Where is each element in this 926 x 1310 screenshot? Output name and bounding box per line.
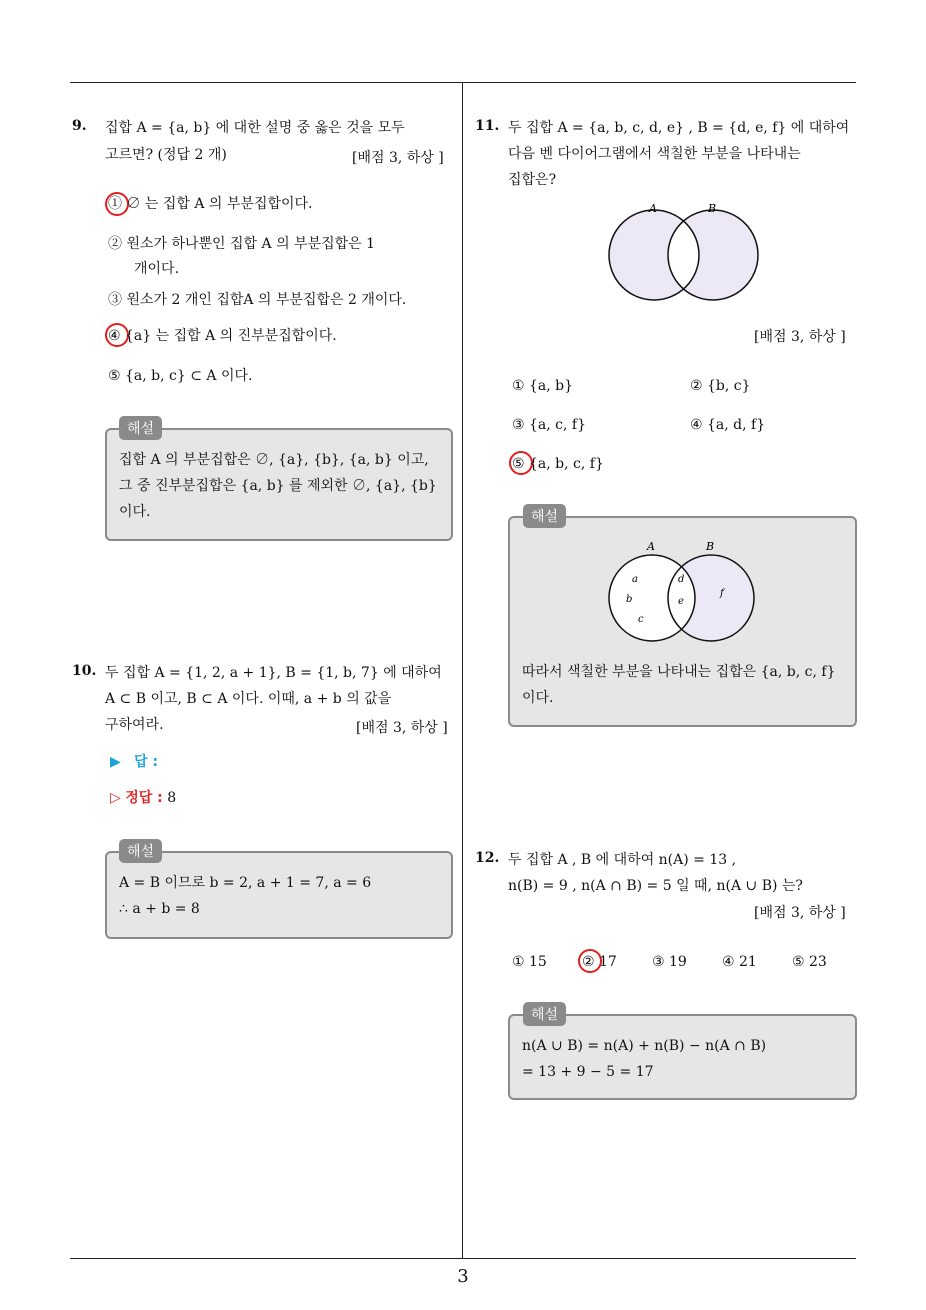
option-1[interactable]: ① ∅ 는 집합 A 의 부분집합이다. [108, 196, 313, 212]
option-2-cont: 개이다. [134, 261, 180, 277]
option-5[interactable]: ⑤ 23 [792, 954, 827, 970]
venn-element-f: f [720, 588, 724, 599]
option-4[interactable]: ④ 21 [722, 954, 757, 970]
question-text-line: 두 집합 A = {a, b, c, d, e} , B = {d, e, f} 에 대하여 [508, 120, 850, 136]
solution-box [105, 851, 453, 939]
venn-element-a: a [632, 574, 638, 585]
venn-label-a: A [647, 540, 655, 553]
option-5[interactable]: ⑤ {a, b, c, f} [512, 456, 604, 472]
answer-row[interactable] [110, 752, 158, 772]
venn-element-d: d [678, 574, 685, 585]
option-2[interactable]: ② 원소가 하나뿐인 집합 A 의 부분집합은 1 [108, 236, 376, 252]
page-number: 3 [457, 1266, 469, 1287]
question-text-line: n(B) = 9 , n(A ∩ B) = 5 일 때, n(A ∪ B) 는? [508, 878, 803, 894]
option-5[interactable]: ⑤ {a, b, c} ⊂ A 이다. [108, 368, 253, 384]
venn-label-a: A [649, 202, 657, 215]
grade-info: [배점 3, 하상 ] [352, 150, 444, 166]
solution-line: 따라서 색칠한 부분을 나타내는 집합은 {a, b, c, f} [522, 664, 836, 680]
outline-play-icon: ▷ [110, 790, 121, 806]
question-text-line: A ⊂ B 이고, B ⊂ A 이다. 이때, a + b 의 값을 [105, 691, 392, 707]
grade-info: [배점 3, 하상 ] [754, 905, 846, 921]
solution-line: 그 중 진부분집합은 {a, b} 를 제외한 ∅, {a}, {b} [119, 478, 437, 494]
venn-label-b: B [708, 202, 717, 215]
option-4[interactable]: ④ {a, d, f} [690, 417, 766, 433]
solution-line: n(A ∪ B) = n(A) + n(B) − n(A ∩ B) [522, 1038, 767, 1054]
question-text-line: 집합 A = {a, b} 에 대한 설명 중 옳은 것을 모두 [105, 120, 405, 136]
option-3[interactable]: ③ {a, c, f} [512, 417, 586, 433]
option-3[interactable]: ③ 19 [652, 954, 687, 970]
solution-line: ∴ a + b = 8 [119, 901, 200, 917]
question-text-line: 집합은? [508, 172, 557, 188]
option-2[interactable]: ② {b, c} [690, 378, 751, 394]
option-1[interactable]: ① {a, b} [512, 378, 574, 394]
option-4[interactable]: ④ {a} 는 집합 A 의 진부분집합이다. [108, 328, 337, 344]
question-number: 9. [72, 118, 87, 134]
solution-tag: 해설 [119, 839, 162, 863]
question-number: 12. [475, 850, 500, 866]
answer-label: 답 : [134, 754, 159, 770]
venn-label-b: B [706, 540, 715, 553]
venn-element-e: e [678, 596, 684, 607]
solution-tag: 해설 [523, 1002, 566, 1026]
solution-tag: 해설 [119, 416, 162, 440]
solution-tag: 해설 [523, 504, 566, 528]
correct-value: 8 [167, 790, 177, 806]
solution-box [508, 516, 857, 727]
solution-line: A = B 이므로 b = 2, a + 1 = 7, a = 6 [119, 875, 372, 891]
solution-line: 이다. [522, 690, 554, 706]
question-number: 11. [475, 118, 500, 134]
question-text-line: 두 집합 A , B 에 대하여 n(A) = 13 , [508, 852, 737, 868]
venn-element-c: c [638, 614, 644, 625]
question-text-line: 구하여라. [105, 717, 164, 733]
bottom-rule [70, 1258, 856, 1259]
option-1[interactable]: ① 15 [512, 954, 547, 970]
question-text-line: 다음 벤 다이어그램에서 색칠한 부분을 나타내는 [508, 146, 801, 162]
solution-line: = 13 + 9 − 5 = 17 [522, 1064, 654, 1080]
solution-line: 집합 A 의 부분집합은 ∅, {a}, {b}, {a, b} 이고, [119, 452, 429, 468]
grade-info: [배점 3, 하상 ] [356, 720, 448, 736]
option-3[interactable]: ③ 원소가 2 개인 집합A 의 부분집합은 2 개이다. [108, 292, 407, 308]
question-text-line: 고르면? (정답 2 개) [105, 147, 227, 163]
venn-element-b: b [626, 594, 633, 605]
play-icon: ▶ [110, 754, 121, 770]
top-rule [70, 82, 856, 83]
correct-answer-row [110, 788, 176, 808]
question-text-line: 두 집합 A = {1, 2, a + 1}, B = {1, b, 7} 에 대하여 [105, 665, 442, 681]
column-divider [462, 82, 463, 1259]
option-2[interactable]: ② 17 [582, 954, 617, 970]
venn-diagram [600, 198, 770, 306]
solution-box [105, 428, 453, 541]
correct-label: 정답 : [125, 790, 163, 806]
solution-line: 이다. [119, 504, 151, 520]
question-number: 10. [72, 663, 97, 679]
grade-info: [배점 3, 하상 ] [754, 329, 846, 345]
solution-venn-diagram [602, 540, 772, 646]
solution-box [508, 1014, 857, 1100]
